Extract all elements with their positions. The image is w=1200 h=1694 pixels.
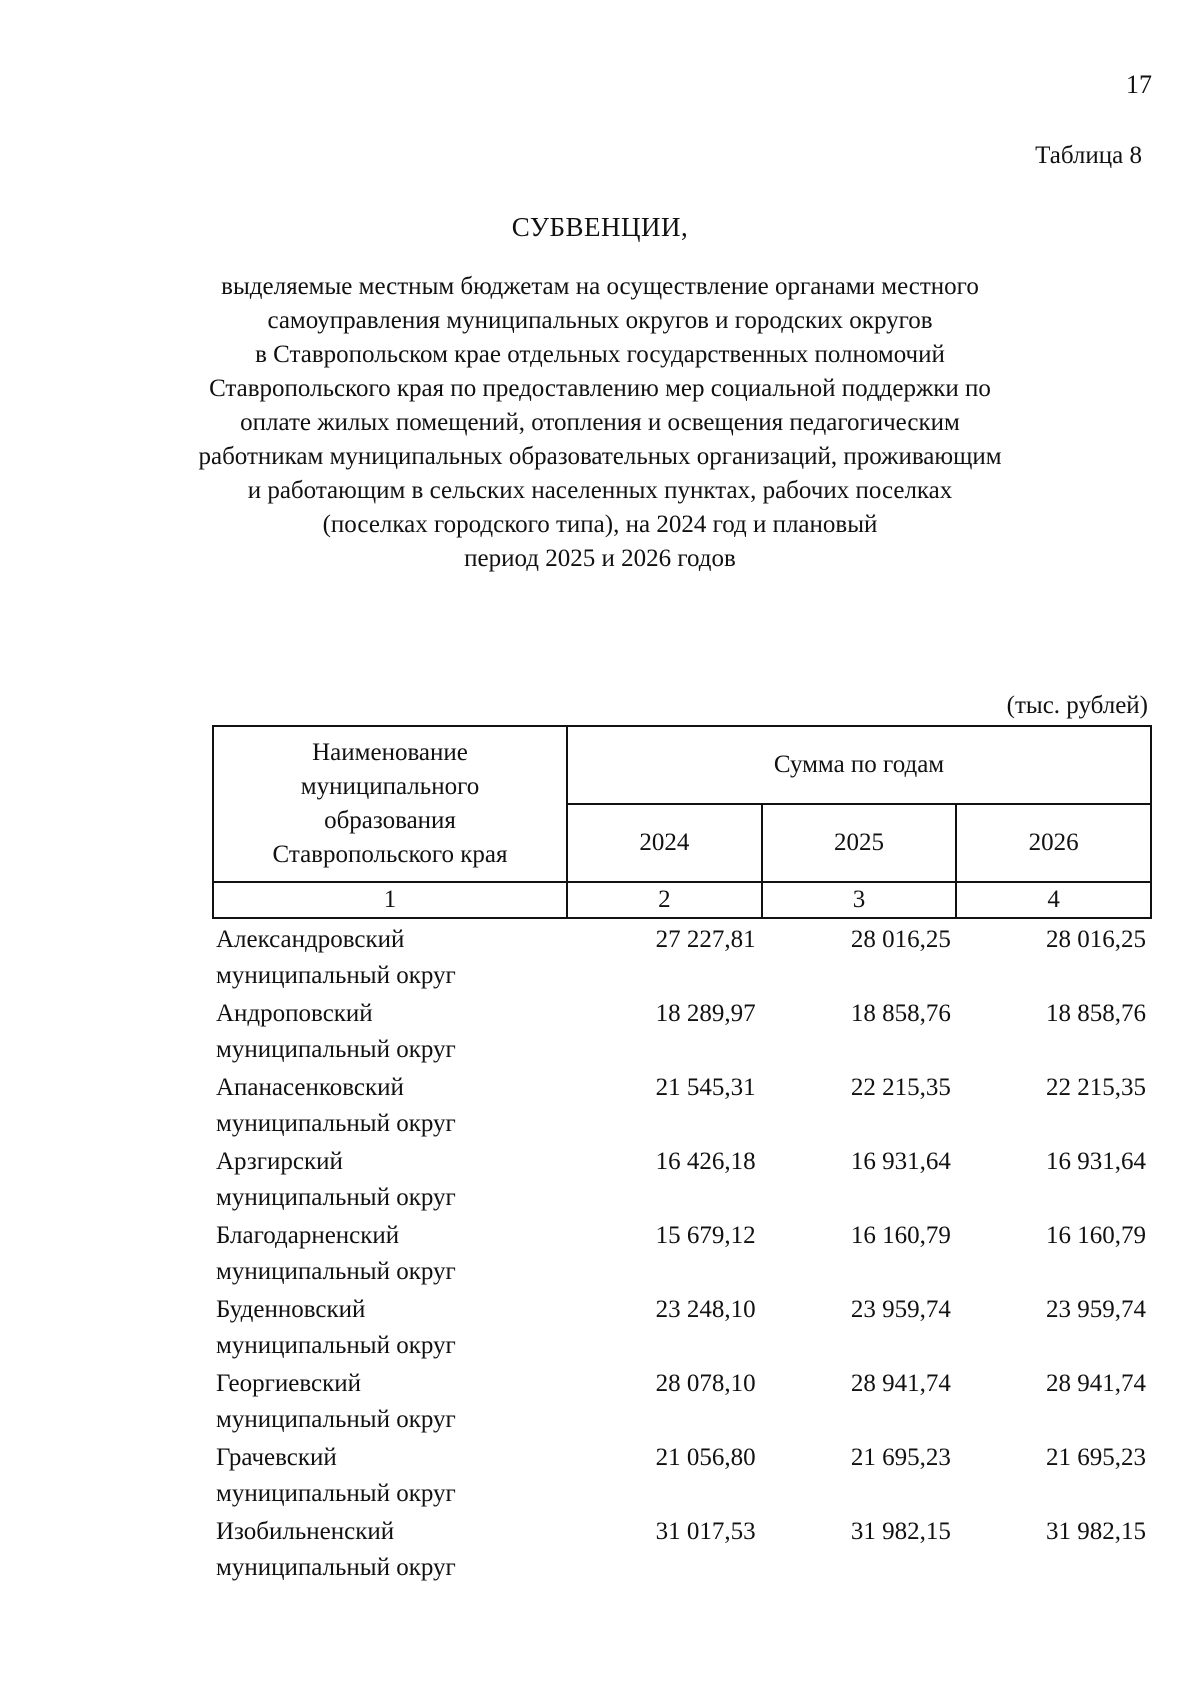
value-2024: 23 248,10 xyxy=(655,1296,756,1323)
municipality-name-cell xyxy=(212,996,566,1070)
header-name-line: муниципального xyxy=(300,773,480,800)
municipality-type: муниципальный округ xyxy=(216,1406,456,1433)
municipality-type: муниципальный округ xyxy=(216,962,456,989)
table-row xyxy=(212,1070,1152,1144)
municipality-type: муниципальный округ xyxy=(216,1036,456,1063)
subtitle-line: в Ставропольском крае отдельных государственных полномочий xyxy=(255,341,945,368)
municipality-name: Георгиевский xyxy=(216,1370,362,1397)
column-number: 1 xyxy=(213,882,567,918)
value-2025: 21 695,23 xyxy=(850,1444,951,1471)
table-row xyxy=(212,1440,1152,1514)
value-2025: 16 931,64 xyxy=(850,1148,951,1175)
municipality-name-cell xyxy=(212,1218,566,1292)
value-2026: 22 215,35 xyxy=(1045,1074,1146,1101)
table-body xyxy=(212,922,1152,1588)
units-label: (тыс. рублей) xyxy=(1006,692,1148,719)
table-label: Таблица 8 xyxy=(1035,142,1142,169)
subtitle-line: период 2025 и 2026 годов xyxy=(464,545,736,572)
table-row xyxy=(212,1366,1152,1440)
value-2024: 28 078,10 xyxy=(655,1370,756,1397)
value-2026: 18 858,76 xyxy=(1045,1000,1146,1027)
header-year-2024: 2024 xyxy=(567,804,762,882)
header-name-cell xyxy=(213,726,567,882)
municipality-name-cell xyxy=(212,1366,566,1440)
value-2025: 23 959,74 xyxy=(850,1296,951,1323)
table-row xyxy=(212,1144,1152,1218)
municipality-name-cell xyxy=(212,922,566,996)
municipality-name: Александровский xyxy=(216,926,405,953)
value-2025: 28 016,25 xyxy=(850,926,951,953)
value-2024: 31 017,53 xyxy=(655,1518,756,1545)
document-subtitle xyxy=(150,270,1050,576)
municipality-type: муниципальный округ xyxy=(216,1184,456,1211)
value-2024: 15 679,12 xyxy=(655,1222,756,1249)
header-sum-cell: Сумма по годам xyxy=(567,726,1151,804)
document-title: СУБВЕНЦИИ, xyxy=(511,212,689,242)
value-2026: 23 959,74 xyxy=(1045,1296,1146,1323)
municipality-name: Арзгирский xyxy=(216,1148,343,1175)
table-row xyxy=(212,1218,1152,1292)
header-name-line: Ставропольского края xyxy=(272,841,508,868)
municipality-name-cell xyxy=(212,1440,566,1514)
municipality-type: муниципальный округ xyxy=(216,1110,456,1137)
subtitle-line: (поселках городского типа), на 2024 год и плановый xyxy=(322,511,878,538)
value-2024: 27 227,81 xyxy=(655,926,756,953)
value-2025: 18 858,76 xyxy=(850,1000,951,1027)
value-2024: 16 426,18 xyxy=(655,1148,756,1175)
subtitle-line: выделяемые местным бюджетам на осуществление органами местного xyxy=(221,273,979,300)
value-2024: 21 056,80 xyxy=(655,1444,756,1471)
value-2026: 16 160,79 xyxy=(1045,1222,1146,1249)
subtitle-line: самоуправления муниципальных округов и городских округов xyxy=(267,307,933,334)
subtitle-line: Ставропольского края по предоставлению мер социальной поддержки по xyxy=(209,375,991,402)
table-row xyxy=(212,1292,1152,1366)
value-2026: 28 941,74 xyxy=(1045,1370,1146,1397)
municipality-type: муниципальный округ xyxy=(216,1258,456,1285)
header-year-2025: 2025 xyxy=(762,804,957,882)
municipality-name: Грачевский xyxy=(216,1444,337,1471)
column-number: 2 xyxy=(567,882,762,918)
page-number: 17 xyxy=(1126,70,1152,99)
value-2025: 28 941,74 xyxy=(850,1370,951,1397)
municipality-type: муниципальный округ xyxy=(216,1554,456,1581)
header-name-line: образования xyxy=(324,807,456,834)
value-2026: 21 695,23 xyxy=(1045,1444,1146,1471)
value-2026: 28 016,25 xyxy=(1045,926,1146,953)
municipality-type: муниципальный округ xyxy=(216,1332,456,1359)
subtitle-line: оплате жилых помещений, отопления и освещения педагогическим xyxy=(240,409,960,436)
municipality-name-cell xyxy=(212,1292,566,1366)
value-2026: 16 931,64 xyxy=(1045,1148,1146,1175)
value-2026: 31 982,15 xyxy=(1045,1518,1146,1545)
municipality-name-cell xyxy=(212,1144,566,1218)
municipality-name-cell xyxy=(212,1514,566,1588)
value-2025: 22 215,35 xyxy=(850,1074,951,1101)
column-number: 3 xyxy=(762,882,957,918)
header-year-2026: 2026 xyxy=(956,804,1151,882)
value-2025: 31 982,15 xyxy=(850,1518,951,1545)
table-header xyxy=(212,725,1152,919)
table-row xyxy=(212,922,1152,996)
header-name-line: Наименование xyxy=(312,739,468,766)
table-row xyxy=(212,1514,1152,1588)
municipality-name: Изобильненский xyxy=(216,1518,395,1545)
municipality-name: Апанасенковский xyxy=(216,1074,404,1101)
municipality-name: Благодарненский xyxy=(216,1222,400,1249)
municipality-name: Андроповский xyxy=(216,1000,373,1027)
subtitle-line: работникам муниципальных образовательных организаций, проживающим xyxy=(198,443,1002,470)
table-row xyxy=(212,996,1152,1070)
column-number: 4 xyxy=(956,882,1151,918)
municipality-type: муниципальный округ xyxy=(216,1480,456,1507)
value-2024: 21 545,31 xyxy=(655,1074,756,1101)
municipality-name: Буденновский xyxy=(216,1296,366,1323)
subtitle-line: и работающим в сельских населенных пунктах, рабочих поселках xyxy=(247,477,953,504)
municipality-name-cell xyxy=(212,1070,566,1144)
value-2024: 18 289,97 xyxy=(655,1000,756,1027)
value-2025: 16 160,79 xyxy=(850,1222,951,1249)
